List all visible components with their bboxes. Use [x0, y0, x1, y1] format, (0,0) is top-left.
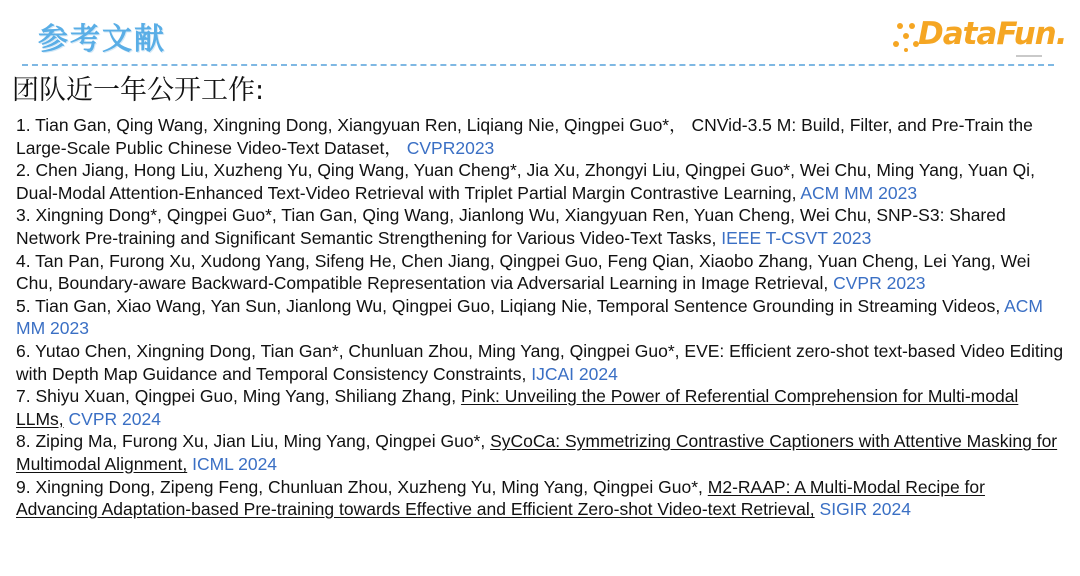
reference-authors: Xingning Dong*, Qingpei Guo*, Tian Gan, Qing Wang, Jianlong Wu, Xiangyuan Ren, Yuan Cheng, Wei Chu,: [35, 205, 872, 226]
reference-number: 7.: [16, 386, 31, 407]
datafun-logo: [888, 12, 1067, 66]
reference-title: Dual-Modal Attention-Enhanced Text-Video Retrieval with Triplet Partial Margin Contrastive Learning,: [16, 182, 797, 203]
reference-number: 4.: [16, 250, 31, 271]
reference-authors: Tan Pan, Furong Xu, Xudong Yang, Sifeng He, Chen Jiang, Qingpei Guo, Feng Qian, Xiaobo Zhang, Yuan Cheng, Lei Yang, Wei Chu,: [16, 250, 1031, 294]
reference-venue[interactable]: CVPR 2024: [68, 408, 161, 429]
reference-venue[interactable]: CVPR2023: [406, 137, 495, 158]
reference-title: EVE: Efficient zero-shot text-based Video Editing with Depth Map Guidance and Temporal Consistency Constraints,: [16, 340, 1064, 384]
reference-title: SNP-S3: Shared Network Pre-training and Significant Semantic Strengthening for Various Video-Text Tasks,: [16, 205, 1006, 248]
reference-authors: Shiyu Xuan, Qingpei Guo, Ming Yang, Shiliang Zhang,: [35, 386, 457, 407]
reference-authors: Xingning Dong, Zipeng Feng, Chunluan Zhou, Xuzheng Yu, Ming Yang, Qingpei Guo*,: [35, 476, 703, 497]
reference-item: [16, 250, 1068, 295]
slide-title: 参考文献: [38, 22, 166, 57]
reference-authors: Tian Gan, Xiao Wang, Yan Sun, Jianlong Wu, Qingpei Guo, Liqiang Nie,: [35, 295, 593, 316]
reference-item: [16, 159, 1068, 204]
section-heading: 团队近一年公开工作:: [12, 75, 265, 106]
reference-title[interactable]: SyCoCa: Symmetrizing Contrastive Captioners with Attentive Masking for Multimodal Alignment,: [16, 431, 1058, 474]
reference-authors: Ziping Ma, Furong Xu, Jian Liu, Ming Yang, Qingpei Guo*,: [35, 431, 486, 452]
reference-number: 5.: [16, 295, 31, 316]
reference-venue[interactable]: ACM MM 2023: [800, 182, 918, 203]
reference-item: [16, 295, 1068, 340]
reference-item: [16, 430, 1068, 475]
reference-list: [16, 114, 1068, 521]
logo-text: DataFun.: [918, 16, 1067, 52]
reference-number: 3.: [16, 205, 31, 226]
reference-venue[interactable]: IJCAI 2024: [531, 363, 618, 384]
reference-venue[interactable]: IEEE T-CSVT 2023: [721, 227, 872, 248]
header-divider: [22, 64, 1054, 66]
reference-item: [16, 476, 1068, 521]
reference-number: 6.: [16, 340, 31, 361]
reference-title[interactable]: Pink: Unveiling the Power of Referential Comprehension for Multi-modal LLMs,: [16, 386, 1019, 429]
reference-number: 2.: [16, 160, 31, 181]
reference-title: Boundary-aware Backward-Compatible Representation via Adversarial Learning in Image Retrieval,: [57, 273, 829, 294]
reference-item: [16, 340, 1068, 385]
reference-venue[interactable]: ACM MM 2023: [16, 295, 1043, 339]
logo-underline: [1016, 55, 1042, 57]
reference-title[interactable]: M2-RAAP: A Multi-Modal Recipe for Advancing Adaptation-based Pre-training towards Effective and Efficient Zero-shot Video-text Retrieval,: [16, 476, 985, 520]
reference-venue[interactable]: SIGIR 2024: [819, 499, 911, 520]
reference-authors: Yutao Chen, Xingning Dong, Tian Gan*, Chunluan Zhou, Ming Yang, Qingpei Guo*,: [35, 340, 680, 361]
reference-title: Temporal Sentence Grounding in Streaming Videos,: [596, 295, 1001, 316]
reference-authors: Tian Gan, Qing Wang, Xingning Dong, Xiangyuan Ren, Liqiang Nie, Qingpei Guo*，: [35, 115, 687, 135]
reference-number: 9.: [16, 476, 31, 497]
reference-title: CNVid-3.5 M: Build, Filter, and Pre-Train the Large-Scale Public Chinese Video-Text Dataset，: [16, 115, 1033, 158]
reference-item: [16, 204, 1068, 249]
reference-venue[interactable]: ICML 2024: [192, 453, 278, 474]
reference-number: 8.: [16, 431, 31, 452]
reference-authors: Chen Jiang, Hong Liu, Xuzheng Yu, Qing Wang, Yuan Cheng*, Jia Xu, Zhongyi Liu, Qingpei Guo*, Wei Chu, Ming Yang, Yuan Qi,: [35, 160, 1035, 181]
reference-item: [16, 114, 1068, 159]
reference-venue[interactable]: CVPR 2023: [833, 273, 926, 294]
reference-item: [16, 385, 1068, 430]
reference-number: 1.: [16, 115, 31, 135]
